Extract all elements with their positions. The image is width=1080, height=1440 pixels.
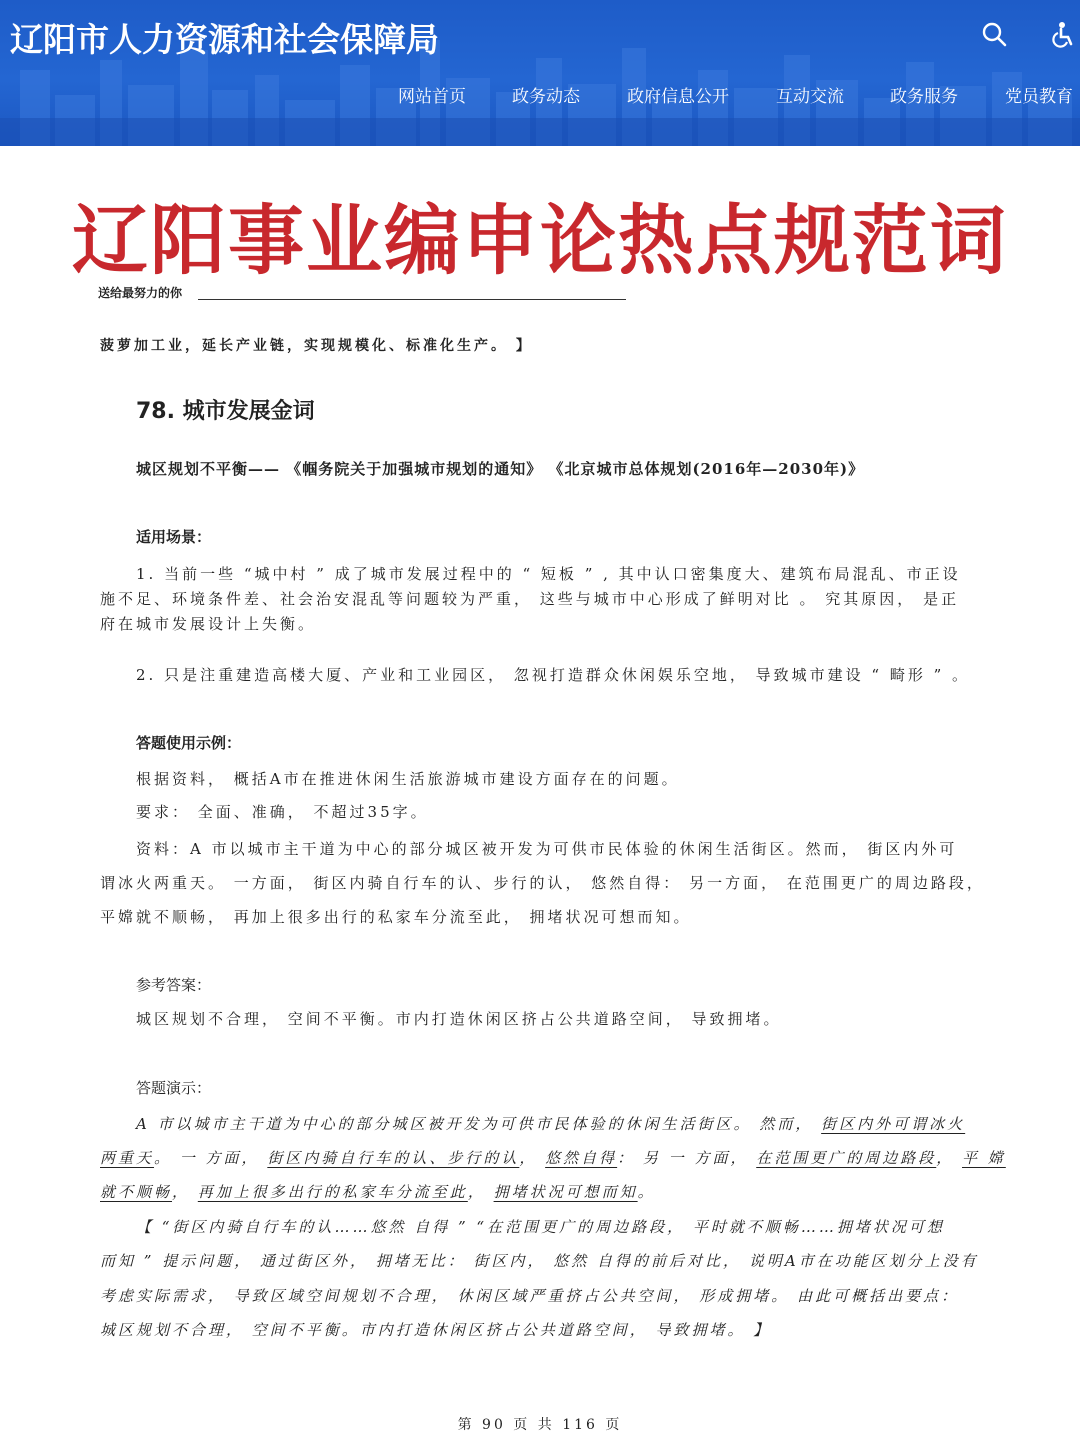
demo-text: 。 — [637, 1183, 656, 1201]
search-icon[interactable] — [980, 20, 1008, 48]
example-requirement: 要求： 全面、准确， 不超过35字。 — [136, 803, 429, 821]
scene-2: 2. 只是注重建造高楼大厦、产业和工业园区， 忽视打造群众休闲娱乐空地， 导致城市建设 “ 畸形 ” 。 — [136, 666, 971, 684]
scene-label: 适用场景： — [136, 528, 212, 546]
answer-text: 城区规划不合理， 空间不平衡。市内打造休闲区挤占公共道路空间， 导致拥堵。 — [136, 1010, 782, 1028]
demo-line-2 — [100, 1148, 1006, 1168]
demo-text: ， — [936, 1149, 963, 1167]
nav-home[interactable]: 网站首页 — [398, 87, 466, 107]
material-line-1: 资料：A 市以城市主干道为中心的部分城区被开发为可供市民体验的休闲生活街区。然而， 街区内外可 — [136, 840, 958, 858]
scene-1-line-1: 1. 当前一些 “城中村 ” 成了城市发展过程中的 “ 短板 ” , 其中认口密集度大、建筑布局混乱、市正设 — [136, 565, 961, 583]
demo-text: ， — [467, 1183, 494, 1201]
site-title[interactable]: 辽阳市人力资源和社会保障局 — [10, 20, 439, 59]
demo-text: ， — [519, 1149, 546, 1167]
nav-news[interactable]: 政务动态 — [512, 87, 580, 107]
demo-text: 。 一 方面， — [154, 1149, 268, 1167]
doc-header-note: 送给最努力的你 — [98, 286, 183, 300]
nav-services[interactable]: 政务服务 — [890, 87, 958, 107]
demo-text: ， — [172, 1183, 198, 1201]
analysis-line-1: 【 “街区内骑自行车的认……悠然 自得 ” “在范围更广的周边路段， 平时就不顺畅……拥堵状况可想 — [136, 1218, 945, 1236]
accessibility-icon[interactable] — [1050, 20, 1078, 48]
material-line-2: 谓冰火两重天。 一方面， 街区内骑自行车的认、步行的认， 悠然自得： 另一方面， 在范围更广的周边路段， — [100, 874, 985, 892]
demo-underlined: 两重天 — [100, 1149, 155, 1167]
demo-text: ： 另 一 方面， — [617, 1149, 757, 1167]
demo-underlined: 在范围更广的周边路段 — [756, 1149, 937, 1167]
page-number: 第 90 页 共 116 页 — [457, 1417, 623, 1433]
demo-underlined: 平 嫦 — [962, 1149, 1006, 1167]
intro-line: 菠萝加工业，延长产业链，实现规模化、标准化生产。 】 — [100, 338, 533, 354]
example-label: 答题使用示例： — [136, 734, 242, 752]
example-question: 根据资料， 概括A市在推进休闲生活旅游城市建设方面存在的问题。 — [136, 770, 680, 788]
analysis-line-4: 城区规划不合理， 空间不平衡。市内打造休闲区挤占公共道路空间， 导致拥堵。 】 — [100, 1321, 772, 1339]
analysis-line-2: 而知 ” 提示问题， 通过街区外， 拥堵无比： 街区内， 悠然 自得的前后对比， 说明A市在功能区划分上没有 — [100, 1252, 979, 1270]
section-title: 78. 城市发展金词 — [136, 399, 315, 424]
demo-underlined: 街区内外可谓冰火 — [821, 1115, 966, 1133]
scene-1-line-3: 府在城市发展设计上失衡。 — [100, 615, 317, 633]
demo-line-1 — [136, 1114, 965, 1134]
topic-line: 城区规划不平衡—— 《帼务院关于加强城市规划的通知》 《北京城市总体规划(2016年—2030年)》 — [136, 460, 865, 478]
demo-underlined: 街区内骑自行车的认、步行的认 — [267, 1149, 520, 1167]
main-nav — [0, 82, 1080, 110]
scene-1-line-2: 施不足、环境条件差、社会治安混乱等问题较为严重， 这些与城市中心形成了鲜明对比 。 究其原因， 是正 — [100, 590, 960, 608]
site-banner — [0, 0, 1080, 146]
doc-header-rule — [198, 299, 626, 300]
demo-label: 答题演示： — [136, 1079, 212, 1097]
nav-info-disclosure[interactable]: 政府信息公开 — [627, 87, 729, 107]
demo-underlined: 再加上很多出行的私家车分流至此 — [197, 1183, 468, 1201]
analysis-line-3: 考虑实际需求， 导致区域空间规划不合理， 休闲区域严重挤占公共空间， 形成拥堵。 由此可概括出要点： — [100, 1287, 960, 1305]
demo-text: A 市以城市主干道为中心的部分城区被开发为可供市民体验的休闲生活街区。 然而， — [136, 1115, 822, 1133]
demo-underlined: 悠然自得 — [545, 1149, 618, 1167]
demo-underlined: 拥堵状况可想而知 — [493, 1183, 638, 1201]
material-line-3: 平嫦就不顺畅， 再加上很多出行的私家车分流至此， 拥堵状况可想而知。 — [100, 908, 692, 926]
answer-label: 参考答案： — [136, 976, 212, 994]
demo-line-3 — [100, 1182, 656, 1202]
nav-interaction[interactable]: 互动交流 — [776, 87, 844, 107]
nav-party-education[interactable]: 党员教育 — [1005, 87, 1073, 107]
demo-underlined: 就不顺畅 — [100, 1183, 173, 1201]
overlay-title: 辽阳事业编申论热点规范词 — [72, 196, 1008, 285]
